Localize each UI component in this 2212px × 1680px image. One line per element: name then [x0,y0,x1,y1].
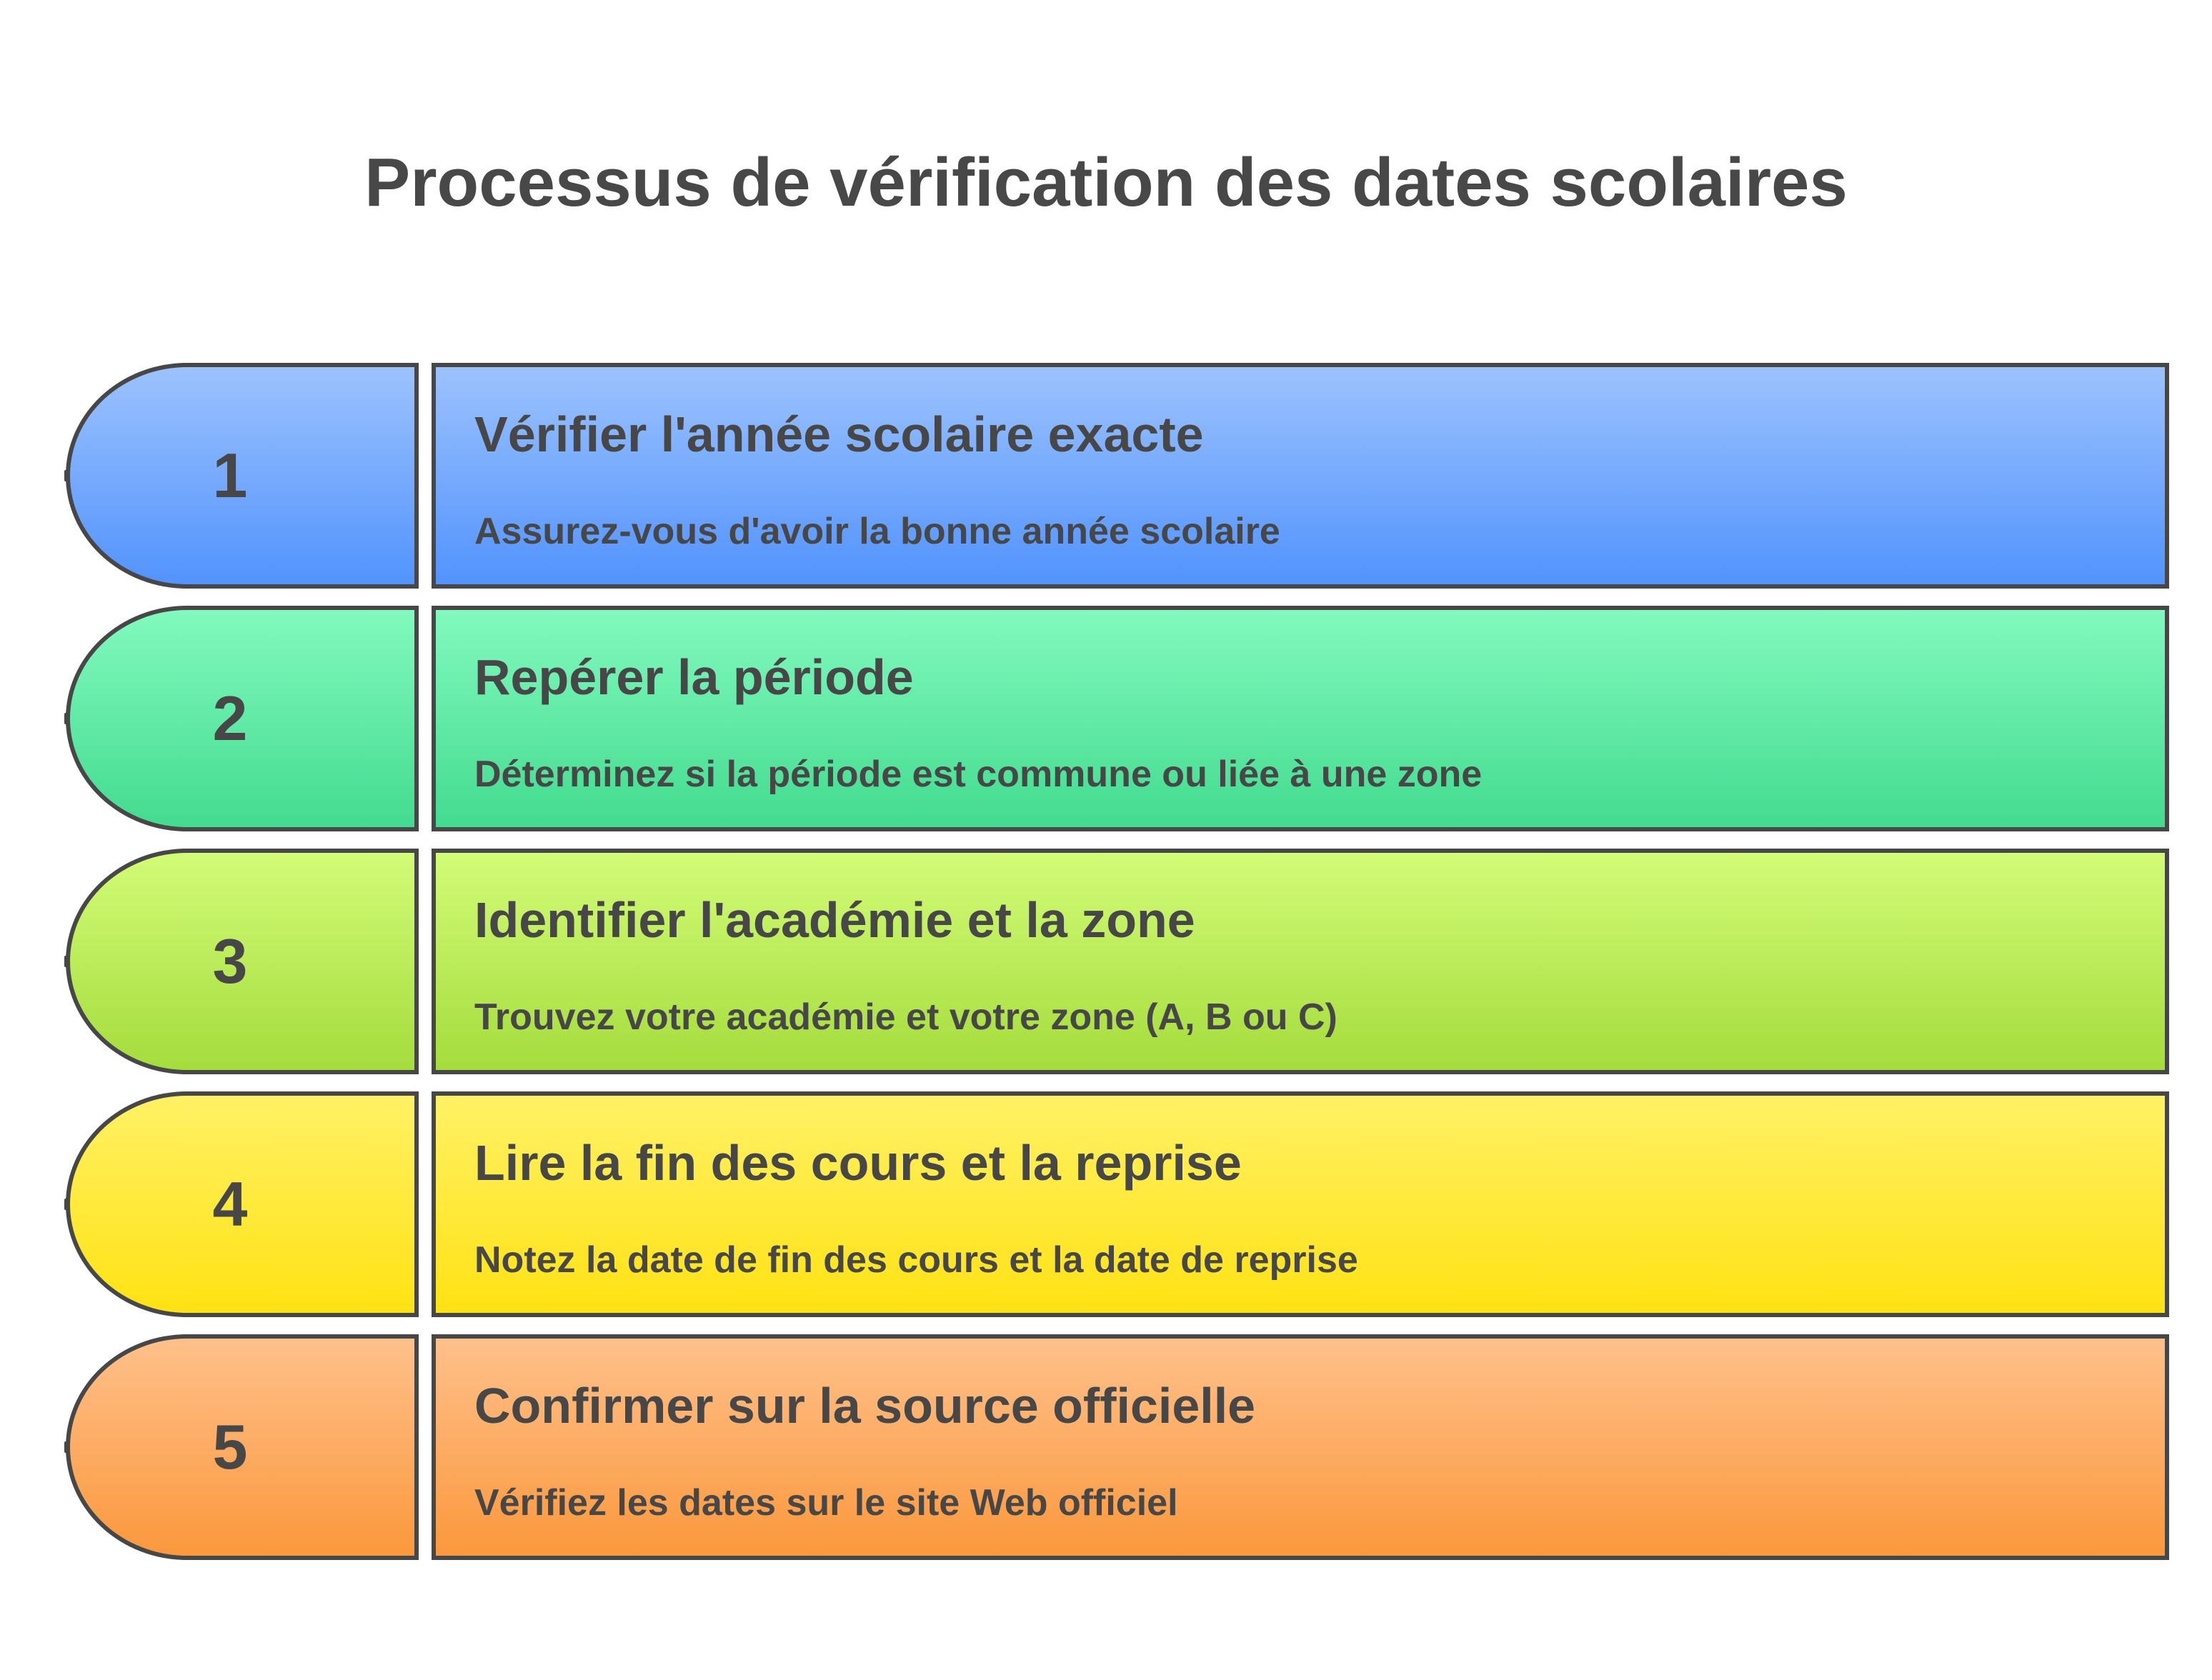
step-1-description: Assurez-vous d'avoir la bonne année scolaire [474,511,1280,552]
step-2 [0,606,2212,834]
step-3 [0,849,2212,1077]
step-5-title: Confirmer sur la source officielle [474,1378,1256,1434]
step-3-number: 3 [212,926,248,996]
step-2-title: Repérer la période [474,649,914,705]
step-4-number: 4 [212,1169,248,1239]
step-3-title: Identifier l'académie et la zone [474,892,1195,948]
step-4 [0,1091,2212,1320]
step-5 [0,1334,2212,1563]
step-1-title: Vérifier l'année scolaire exacte [474,406,1204,462]
step-5-number: 5 [212,1411,248,1482]
step-2-description: Déterminez si la période est commune ou liée à une zone [474,754,1483,795]
step-2-number: 2 [212,683,248,754]
step-3-description: Trouvez votre académie et votre zone (A, B ou C) [474,996,1337,1038]
step-5-description: Vérifiez les dates sur le site Web officiel [474,1482,1178,1524]
step-4-title: Lire la fin des cours et la reprise [474,1135,1242,1191]
step-1-number: 1 [212,440,248,511]
step-1 [0,363,2212,591]
step-4-description: Notez la date de fin des cours et la date de reprise [474,1239,1358,1281]
page-title: Processus de vérification des dates scolaires [364,144,1848,221]
